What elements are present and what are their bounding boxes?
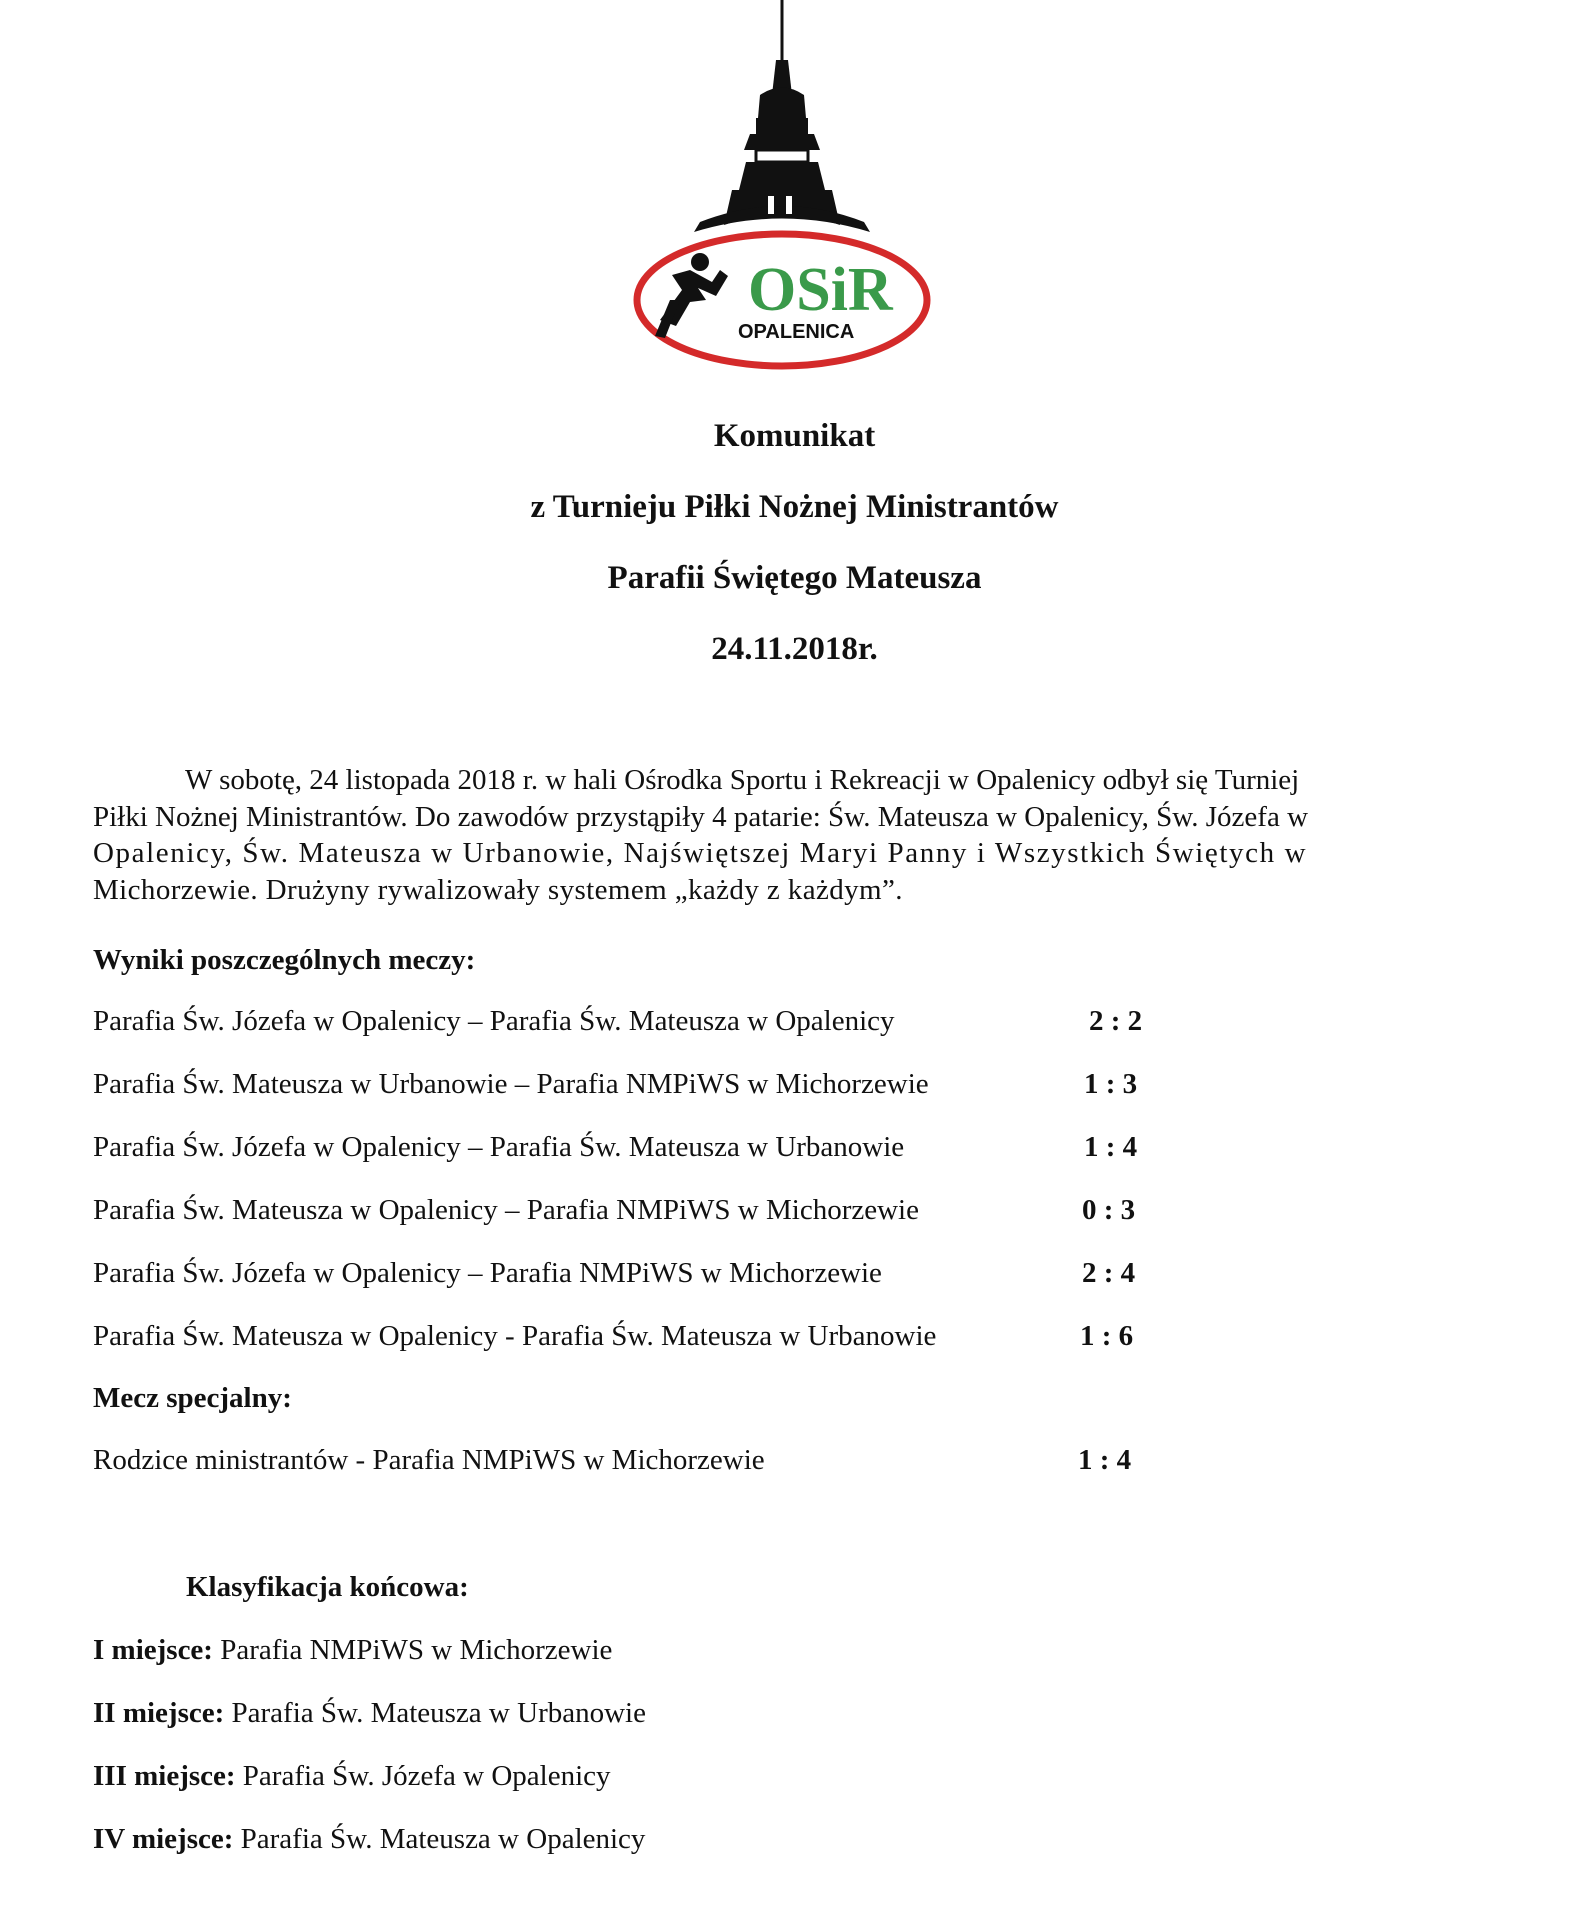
match-teams: Parafia Św. Mateusza w Opalenicy – Parafia NMPiWS w Michorzewie [93, 1194, 919, 1226]
match-teams: Parafia Św. Józefa w Opalenicy – Parafia Św. Mateusza w Opalenicy [93, 1005, 895, 1037]
classification-heading: Klasyfikacja końcowa: [186, 1571, 469, 1603]
title-date: 24.11.2018r. [711, 631, 878, 667]
osir-text: OSiR [748, 256, 893, 324]
intro-line: Piłki Nożnej Ministrantów. Do zawodów przystąpiły 4 patarie: Św. Mateusza w Opalenicy, Św. Józefa w [93, 800, 1309, 833]
match-score: 1 : 6 [1080, 1320, 1134, 1352]
intro-line: Michorzewie. Drużyny rywalizowały systemem „każdy z każdym”. [93, 873, 903, 906]
ranking-place: IV miejsce: [93, 1823, 234, 1855]
ranking-team: Parafia Św. Mateusza w Urbanowie [231, 1697, 646, 1729]
ranking-team: Parafia Św. Józefa w Opalenicy [242, 1760, 611, 1792]
special-match-teams: Rodzice ministrantów - Parafia NMPiWS w Michorzewie [93, 1444, 765, 1476]
tower-icon [694, 0, 870, 232]
ranking-row [93, 1760, 611, 1793]
ranking-team: Parafia NMPiWS w Michorzewie [220, 1634, 613, 1666]
ranking-row [93, 1823, 645, 1856]
ranking-row [93, 1697, 646, 1730]
title-parish: Parafii Świętego Mateusza [607, 560, 982, 596]
results-heading: Wyniki poszczególnych meczy: [93, 944, 476, 976]
intro-paragraph [93, 762, 1433, 908]
ranking-place: I miejsce: [93, 1634, 213, 1666]
city-text: OPALENICA [738, 321, 855, 343]
title-tournament: z Turnieju Piłki Nożnej Ministrantów [530, 489, 1059, 525]
intro-line: Opalenicy, Św. Mateusza w Urbanowie, Najświętszej Maryi Panny i Wszystkich Świętych w [93, 837, 1308, 869]
ranking-team: Parafia Św. Mateusza w Opalenicy [240, 1823, 646, 1855]
match-score: 0 : 3 [1082, 1194, 1136, 1226]
special-match-heading: Mecz specjalny: [93, 1382, 292, 1414]
match-teams: Parafia Św. Józefa w Opalenicy – Parafia NMPiWS w Michorzewie [93, 1257, 882, 1289]
match-teams: Parafia Św. Mateusza w Opalenicy - Parafia Św. Mateusza w Urbanowie [93, 1320, 937, 1352]
match-score: 2 : 4 [1082, 1257, 1136, 1289]
match-teams: Parafia Św. Mateusza w Urbanowie – Parafia NMPiWS w Michorzewie [93, 1068, 929, 1100]
ranking-place: II miejsce: [93, 1697, 225, 1729]
osir-opalenica-logo [620, 0, 940, 370]
match-score: 2 : 2 [1089, 1005, 1143, 1037]
special-match-score: 1 : 4 [1078, 1444, 1132, 1476]
logo-graphic [620, 0, 940, 370]
match-teams: Parafia Św. Józefa w Opalenicy – Parafia Św. Mateusza w Urbanowie [93, 1131, 905, 1163]
title-komunikat: Komunikat [713, 418, 876, 454]
match-score: 1 : 3 [1084, 1068, 1138, 1100]
match-score: 1 : 4 [1084, 1131, 1138, 1163]
ranking-row [93, 1634, 612, 1667]
intro-line: W sobotę, 24 listopada 2018 r. w hali Ośrodka Sportu i Rekreacji w Opalenicy odbył się Turniej [185, 764, 1300, 796]
ranking-place: III miejsce: [93, 1760, 236, 1792]
